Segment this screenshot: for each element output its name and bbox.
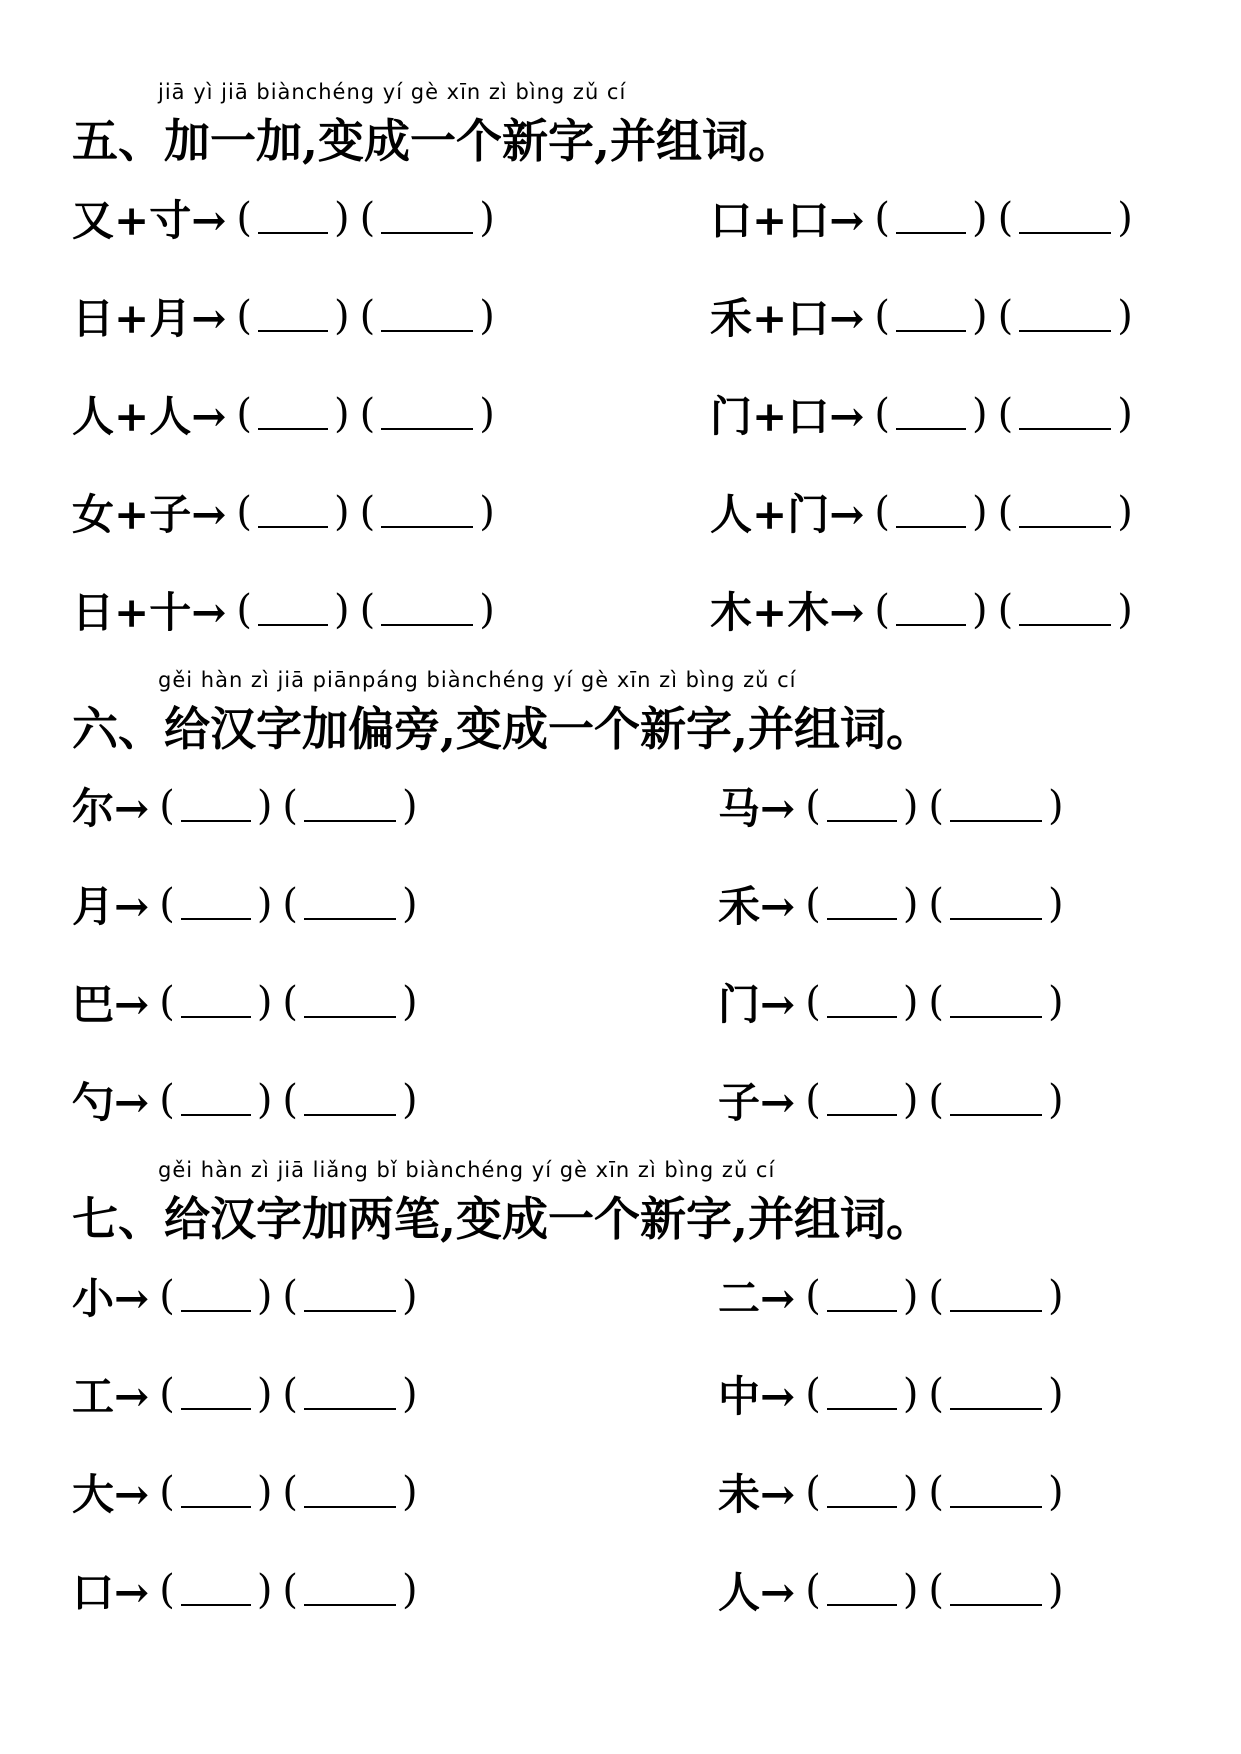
exercise-prompt: 工→ xyxy=(72,1372,150,1421)
answer-slot-character: ( ) xyxy=(159,1273,273,1319)
blank-character[interactable] xyxy=(258,202,328,234)
exercise-prompt: 月→ xyxy=(72,882,150,931)
exercise-row xyxy=(718,1462,1064,1522)
exercise-prompt: 日+十→ xyxy=(72,588,227,637)
blank-character[interactable] xyxy=(258,594,328,626)
exercise-row xyxy=(72,1364,418,1424)
answer-slot-character: ( ) xyxy=(874,391,988,437)
blank-character[interactable] xyxy=(827,1378,897,1410)
exercise-prompt: 人+门→ xyxy=(710,490,865,539)
exercise-row xyxy=(72,874,418,934)
answer-slot-character: ( ) xyxy=(805,881,919,927)
answer-slot-word: ( ) xyxy=(928,1077,1064,1123)
blank-word[interactable] xyxy=(950,1378,1042,1410)
answer-slot-character: ( ) xyxy=(236,587,350,633)
exercise-prompt: 口→ xyxy=(72,1568,150,1617)
answer-slot-character: ( ) xyxy=(874,293,988,339)
exercise-prompt: 未→ xyxy=(718,1470,796,1519)
answer-slot-character: ( ) xyxy=(159,1077,273,1123)
exercise-prompt: 马→ xyxy=(718,784,796,833)
blank-word[interactable] xyxy=(304,1476,396,1508)
exercise-row xyxy=(72,482,495,542)
blank-character[interactable] xyxy=(827,1084,897,1116)
exercise-row xyxy=(710,384,1133,444)
exercise-row xyxy=(72,580,495,640)
answer-slot-word: ( ) xyxy=(282,979,418,1025)
blank-word[interactable] xyxy=(304,1280,396,1312)
exercise-prompt: 尔→ xyxy=(72,784,150,833)
answer-slot-word: ( ) xyxy=(997,489,1133,535)
answer-slot-character: ( ) xyxy=(236,195,350,241)
answer-slot-word: ( ) xyxy=(997,391,1133,437)
blank-character[interactable] xyxy=(896,398,966,430)
answer-slot-word: ( ) xyxy=(359,391,495,437)
section-6-title: 六、给汉字加偏旁,变成一个新字,并组词。 xyxy=(72,702,933,756)
blank-word[interactable] xyxy=(304,790,396,822)
answer-slot-character: ( ) xyxy=(159,881,273,927)
blank-character[interactable] xyxy=(827,888,897,920)
section-7-title: 七、给汉字加两笔,变成一个新字,并组词。 xyxy=(72,1192,933,1246)
exercise-prompt: 禾→ xyxy=(718,882,796,931)
answer-slot-word: ( ) xyxy=(928,979,1064,1025)
answer-slot-word: ( ) xyxy=(282,783,418,829)
blank-character[interactable] xyxy=(827,1574,897,1606)
exercise-prompt: 人→ xyxy=(718,1568,796,1617)
exercise-row xyxy=(718,776,1064,836)
answer-slot-character: ( ) xyxy=(236,391,350,437)
blank-word[interactable] xyxy=(1019,398,1111,430)
exercise-row xyxy=(718,1266,1064,1326)
blank-character[interactable] xyxy=(896,594,966,626)
blank-character[interactable] xyxy=(827,986,897,1018)
blank-word[interactable] xyxy=(950,1084,1042,1116)
answer-slot-word: ( ) xyxy=(997,293,1133,339)
answer-slot-word: ( ) xyxy=(359,587,495,633)
blank-word[interactable] xyxy=(950,1476,1042,1508)
blank-word[interactable] xyxy=(1019,300,1111,332)
answer-slot-word: ( ) xyxy=(282,1371,418,1417)
answer-slot-word: ( ) xyxy=(282,1273,418,1319)
answer-slot-word: ( ) xyxy=(928,1567,1064,1613)
answer-slot-word: ( ) xyxy=(928,881,1064,927)
exercise-row xyxy=(718,972,1064,1032)
exercise-prompt: 门→ xyxy=(718,980,796,1029)
exercise-row xyxy=(710,188,1133,248)
exercise-prompt: 门+口→ xyxy=(710,392,865,441)
blank-word[interactable] xyxy=(381,398,473,430)
exercise-row xyxy=(710,286,1133,346)
exercise-row xyxy=(72,286,495,346)
exercise-row xyxy=(72,188,495,248)
exercise-prompt: 小→ xyxy=(72,1274,150,1323)
blank-word[interactable] xyxy=(1019,594,1111,626)
answer-slot-character: ( ) xyxy=(874,489,988,535)
blank-word[interactable] xyxy=(381,300,473,332)
exercise-row xyxy=(710,482,1133,542)
blank-character[interactable] xyxy=(827,790,897,822)
answer-slot-word: ( ) xyxy=(928,783,1064,829)
answer-slot-word: ( ) xyxy=(359,293,495,339)
answer-slot-character: ( ) xyxy=(236,489,350,535)
answer-slot-character: ( ) xyxy=(159,1567,273,1613)
answer-slot-character: ( ) xyxy=(805,1469,919,1515)
exercise-row xyxy=(72,384,495,444)
exercise-row xyxy=(72,1462,418,1522)
answer-slot-word: ( ) xyxy=(282,1567,418,1613)
exercise-prompt: 木+木→ xyxy=(710,588,865,637)
blank-character[interactable] xyxy=(896,300,966,332)
answer-slot-word: ( ) xyxy=(928,1273,1064,1319)
blank-word[interactable] xyxy=(950,888,1042,920)
exercise-row xyxy=(718,874,1064,934)
answer-slot-word: ( ) xyxy=(997,195,1133,241)
blank-character[interactable] xyxy=(258,496,328,528)
exercise-row xyxy=(72,1070,418,1130)
blank-word[interactable] xyxy=(304,888,396,920)
blank-character[interactable] xyxy=(181,790,251,822)
answer-slot-word: ( ) xyxy=(928,1371,1064,1417)
section-5-title: 五、加一加,变成一个新字,并组词。 xyxy=(72,114,795,168)
blank-character[interactable] xyxy=(181,1280,251,1312)
exercise-row xyxy=(718,1560,1064,1620)
answer-slot-character: ( ) xyxy=(159,1371,273,1417)
answer-slot-word: ( ) xyxy=(282,1077,418,1123)
exercise-row xyxy=(718,1364,1064,1424)
answer-slot-character: ( ) xyxy=(236,293,350,339)
exercise-prompt: 勺→ xyxy=(72,1078,150,1127)
blank-character[interactable] xyxy=(181,1378,251,1410)
answer-slot-character: ( ) xyxy=(874,587,988,633)
blank-word[interactable] xyxy=(304,1084,396,1116)
blank-character[interactable] xyxy=(258,398,328,430)
blank-character[interactable] xyxy=(827,1476,897,1508)
exercise-row xyxy=(72,972,418,1032)
exercise-row xyxy=(72,1266,418,1326)
answer-slot-word: ( ) xyxy=(997,587,1133,633)
exercise-prompt: 人+人→ xyxy=(72,392,227,441)
section-5-pinyin: jiā yì jiā biànchéng yí gè xīn zì bìng zǔ cí xyxy=(158,80,627,104)
blank-word[interactable] xyxy=(304,986,396,1018)
exercise-row xyxy=(72,1560,418,1620)
exercise-prompt: 二→ xyxy=(718,1274,796,1323)
exercise-prompt: 中→ xyxy=(718,1372,796,1421)
exercise-row xyxy=(710,580,1133,640)
blank-word[interactable] xyxy=(950,1280,1042,1312)
exercise-row xyxy=(72,776,418,836)
blank-word[interactable] xyxy=(381,202,473,234)
exercise-prompt: 大→ xyxy=(72,1470,150,1519)
section-6-pinyin: gěi hàn zì jiā piānpáng biànchéng yí gè xīn zì bìng zǔ cí xyxy=(158,668,797,692)
exercise-prompt: 又+寸→ xyxy=(72,196,227,245)
blank-word[interactable] xyxy=(381,496,473,528)
exercise-prompt: 口+口→ xyxy=(710,196,865,245)
answer-slot-word: ( ) xyxy=(359,195,495,241)
blank-character[interactable] xyxy=(827,1280,897,1312)
blank-word[interactable] xyxy=(304,1574,396,1606)
exercise-prompt: 巴→ xyxy=(72,980,150,1029)
blank-character[interactable] xyxy=(181,1084,251,1116)
answer-slot-character: ( ) xyxy=(805,783,919,829)
answer-slot-character: ( ) xyxy=(159,979,273,1025)
blank-character[interactable] xyxy=(896,202,966,234)
answer-slot-character: ( ) xyxy=(805,1371,919,1417)
answer-slot-word: ( ) xyxy=(282,881,418,927)
blank-word[interactable] xyxy=(950,986,1042,1018)
exercise-prompt: 女+子→ xyxy=(72,490,227,539)
blank-word[interactable] xyxy=(950,1574,1042,1606)
blank-character[interactable] xyxy=(181,986,251,1018)
blank-character[interactable] xyxy=(181,888,251,920)
blank-character[interactable] xyxy=(258,300,328,332)
answer-slot-character: ( ) xyxy=(805,1273,919,1319)
answer-slot-character: ( ) xyxy=(874,195,988,241)
answer-slot-word: ( ) xyxy=(282,1469,418,1515)
exercise-row xyxy=(718,1070,1064,1130)
blank-word[interactable] xyxy=(950,790,1042,822)
blank-word[interactable] xyxy=(304,1378,396,1410)
blank-character[interactable] xyxy=(896,496,966,528)
answer-slot-word: ( ) xyxy=(359,489,495,535)
exercise-prompt: 日+月→ xyxy=(72,294,227,343)
answer-slot-character: ( ) xyxy=(805,979,919,1025)
blank-character[interactable] xyxy=(181,1574,251,1606)
answer-slot-word: ( ) xyxy=(928,1469,1064,1515)
section-7-pinyin: gěi hàn zì jiā liǎng bǐ biànchéng yí gè xīn zì bìng zǔ cí xyxy=(158,1158,776,1182)
blank-character[interactable] xyxy=(181,1476,251,1508)
blank-word[interactable] xyxy=(1019,496,1111,528)
blank-word[interactable] xyxy=(1019,202,1111,234)
answer-slot-character: ( ) xyxy=(805,1567,919,1613)
exercise-prompt: 禾+口→ xyxy=(710,294,865,343)
answer-slot-character: ( ) xyxy=(805,1077,919,1123)
answer-slot-character: ( ) xyxy=(159,783,273,829)
blank-word[interactable] xyxy=(381,594,473,626)
answer-slot-character: ( ) xyxy=(159,1469,273,1515)
exercise-prompt: 子→ xyxy=(718,1078,796,1127)
